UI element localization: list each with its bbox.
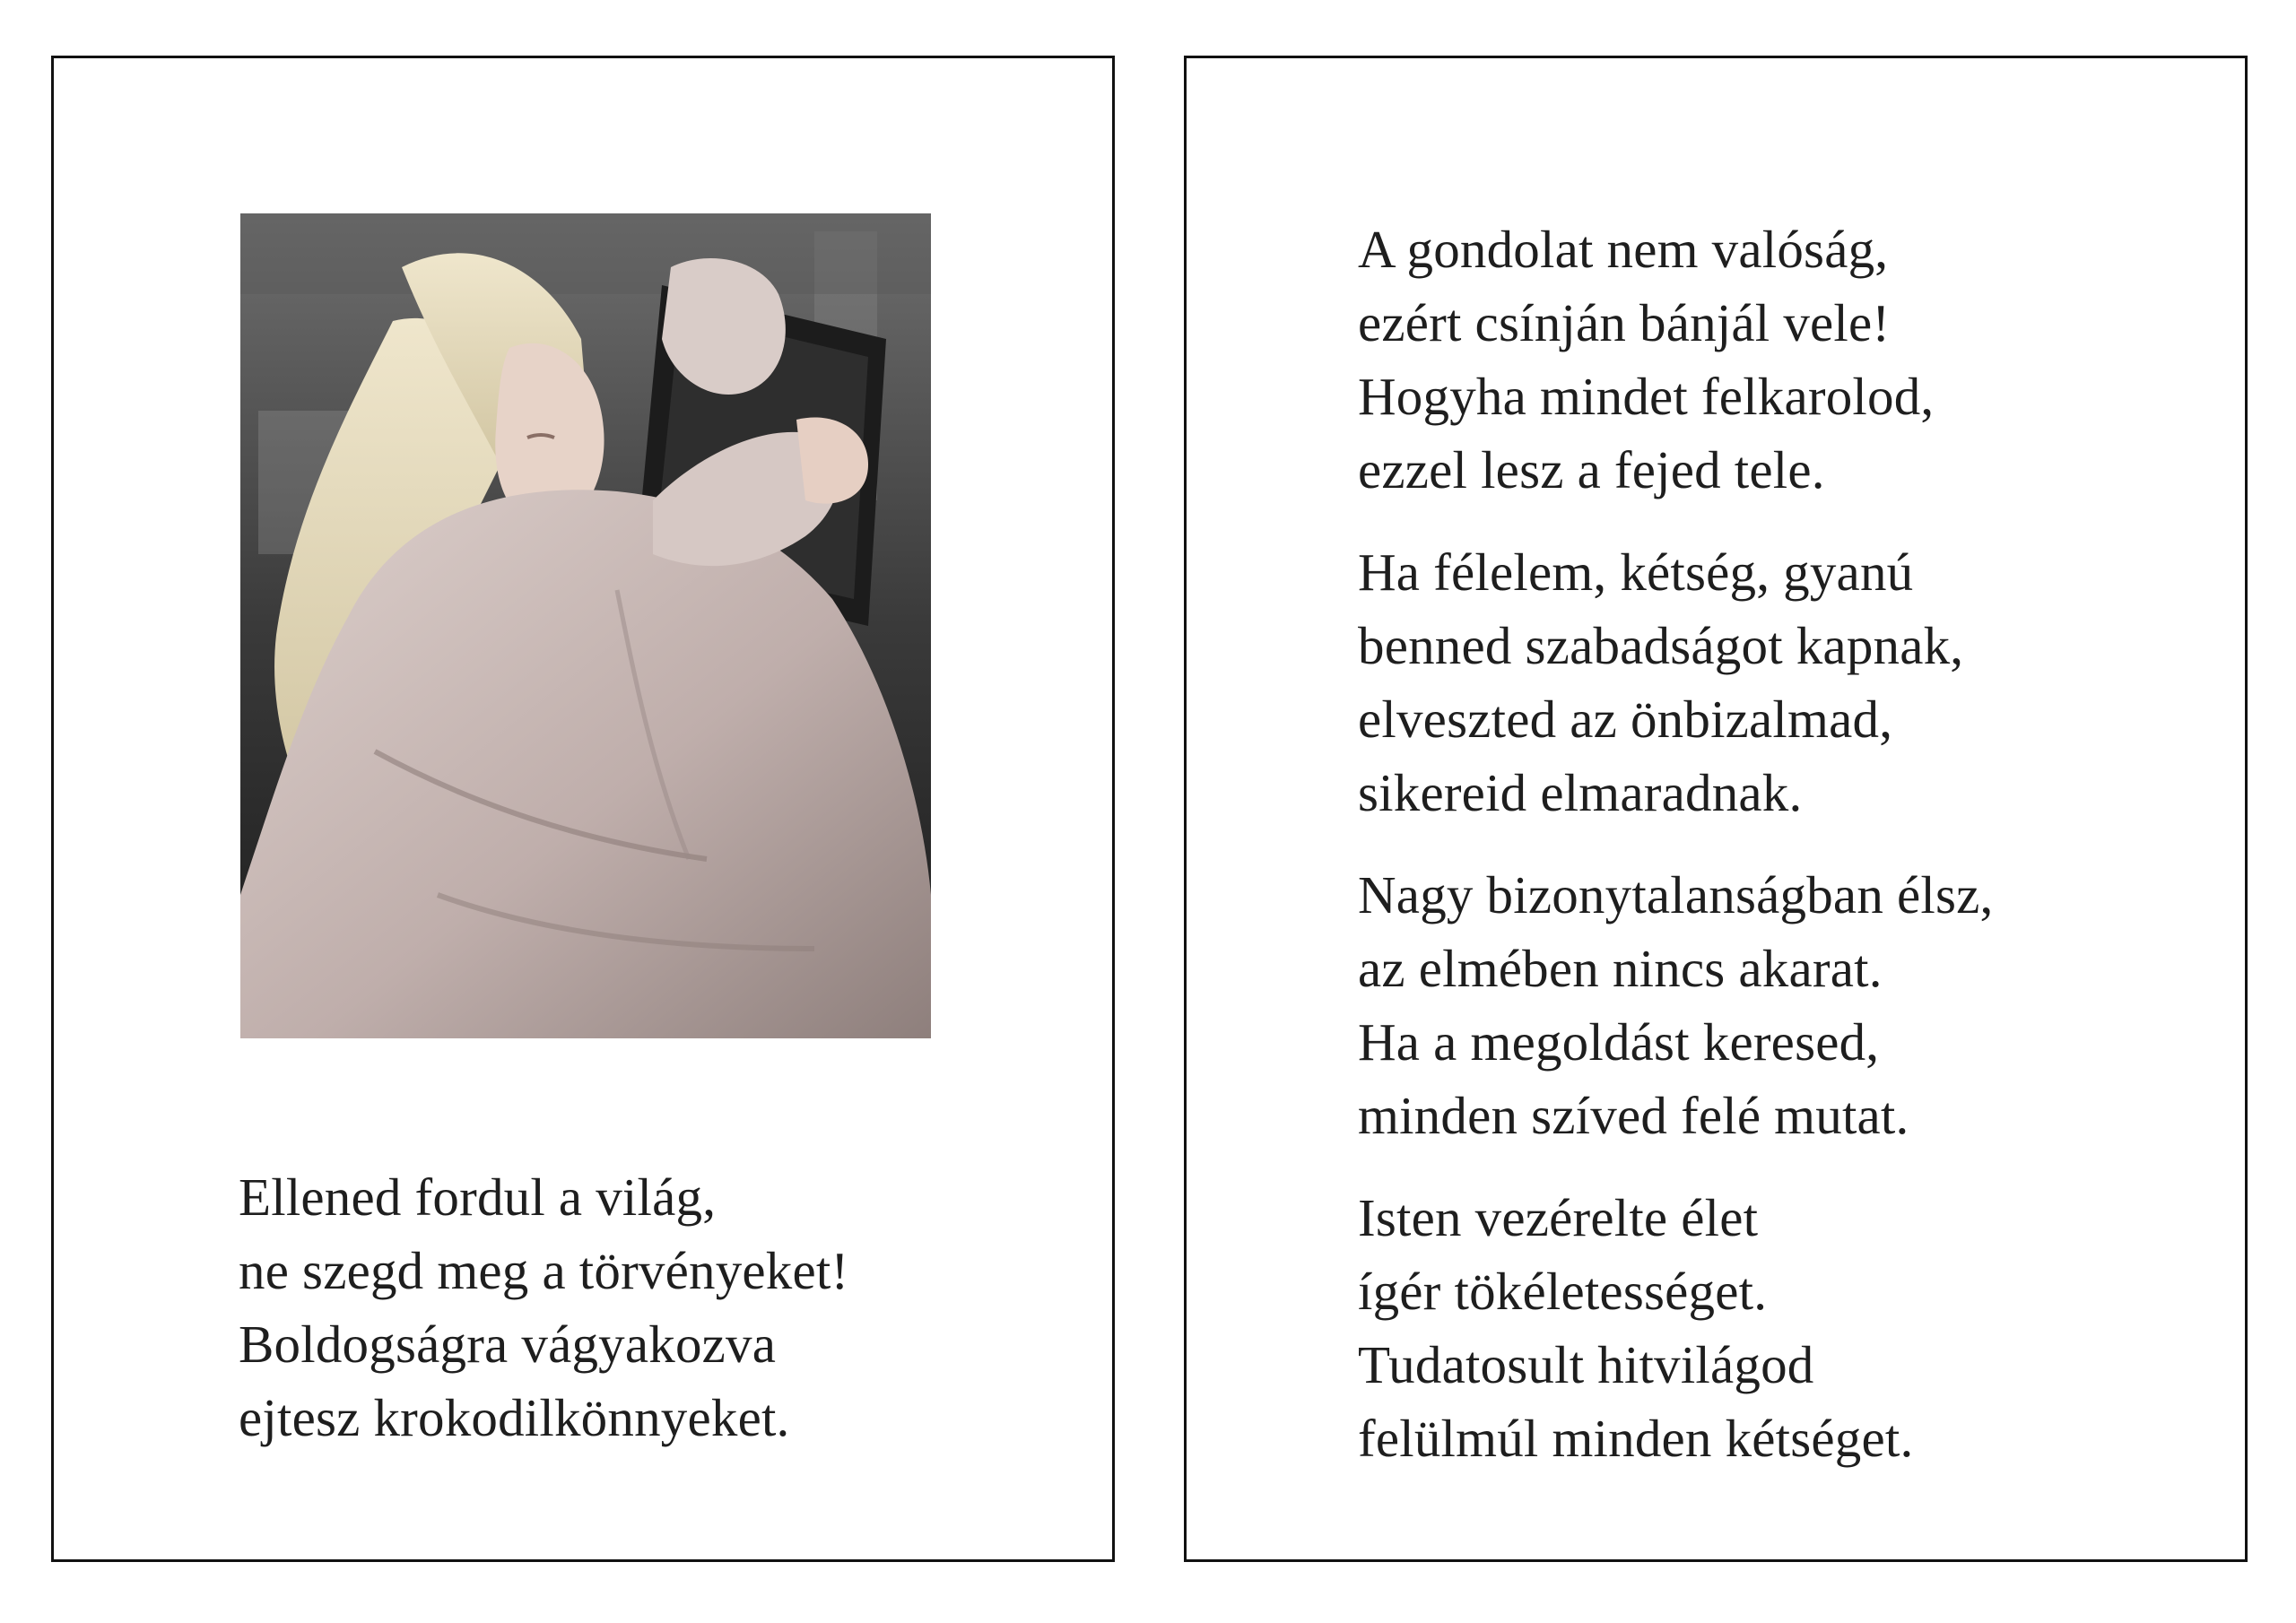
stanza-line: elveszted az önbizalmad, bbox=[1358, 690, 1893, 749]
stanza-line: ezzel lesz a fejed tele. bbox=[1358, 440, 1825, 499]
stanza-line: Ellened fordul a világ, bbox=[239, 1167, 717, 1227]
stanza-line: felülmúl minden kétséget. bbox=[1358, 1409, 1914, 1468]
stanza-line: minden szíved felé mutat. bbox=[1358, 1086, 1909, 1145]
illustration-svg bbox=[240, 213, 931, 1038]
stanza-line: Isten vezérelte élet bbox=[1358, 1188, 1759, 1247]
stanza-line: Ha a megoldást keresed, bbox=[1358, 1012, 1880, 1072]
stanza-line: ígér tökéletességet. bbox=[1358, 1262, 1768, 1321]
stanza-line: sikereid elmaradnak. bbox=[1358, 763, 1803, 822]
stanza-1 bbox=[1358, 213, 1934, 507]
stanza-line: ejtesz krokodilkönnyeket. bbox=[239, 1388, 790, 1447]
stanza-line: Hogyha mindet felkarolod, bbox=[1358, 367, 1935, 426]
stanza-2 bbox=[1358, 535, 1963, 829]
stanza-line: A gondolat nem valóság, bbox=[1358, 220, 1889, 279]
right-page bbox=[1184, 56, 2248, 1562]
stanza-line: Ha félelem, kétség, gyanú bbox=[1358, 542, 1914, 602]
stanza-line: Nagy bizonytalanságban élsz, bbox=[1358, 865, 1994, 924]
stanza-line: ezért csínján bánjál vele! bbox=[1358, 293, 1891, 352]
stanza-4 bbox=[1358, 1181, 1913, 1475]
girl-hugging-book-illustration bbox=[240, 213, 931, 1038]
left-stanza bbox=[239, 1160, 848, 1454]
stanza-line: benned szabadságot kapnak, bbox=[1358, 616, 1964, 675]
left-page bbox=[51, 56, 1115, 1562]
stanza-line: az elmében nincs akarat. bbox=[1358, 939, 1883, 998]
stanza-line: Boldogságra vágyakozva bbox=[239, 1315, 777, 1374]
stanza-3 bbox=[1358, 858, 1993, 1152]
stanza-line: Tudatosult hitvilágod bbox=[1358, 1335, 1814, 1394]
stanza-line: ne szegd meg a törvényeket! bbox=[239, 1241, 849, 1300]
